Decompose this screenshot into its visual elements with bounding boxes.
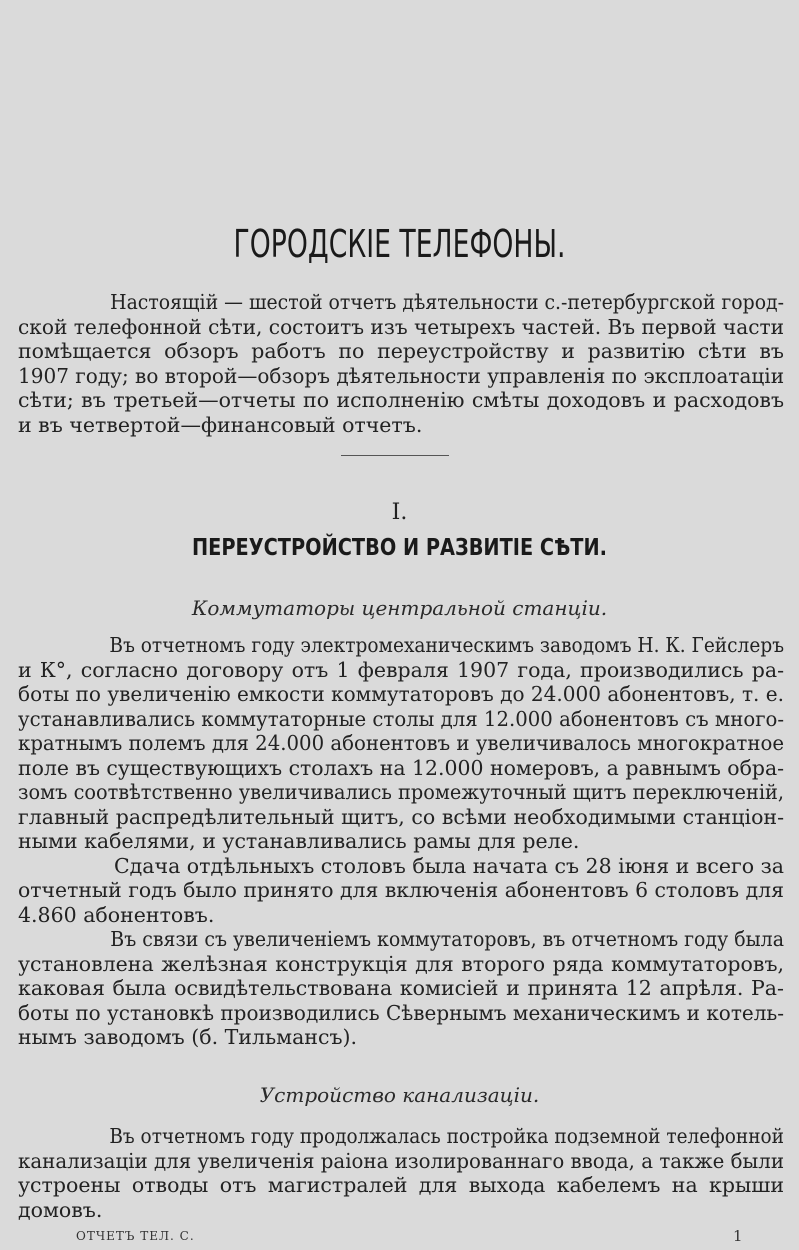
text-line: канализаціи для увеличенія раіона изолированнаго ввода, а также были bbox=[18, 1148, 785, 1173]
text-line: Въ отчетномъ году электромеханическимъ заводомъ Н. К. Гейслеръ bbox=[109, 633, 784, 657]
page-number: 1 bbox=[733, 1227, 743, 1245]
text-line: Въ связи съ увеличеніемъ коммутаторовъ, въ отчетномъ году была bbox=[110, 927, 784, 951]
text-line: Настоящій — шестой отчетъ дѣятельности с.-петербургской город- bbox=[110, 290, 785, 314]
text-line: отчетный годъ было принято для включенія абонентовъ 6 столовъ для bbox=[18, 878, 784, 902]
text-line: ными кабелями, и устанавливались рамы для реле. bbox=[18, 829, 580, 853]
section-title: ПЕРЕУСТРОЙСТВО И РАЗВИТІЕ СѢТИ. bbox=[192, 535, 607, 561]
text-line: устанавливались коммутаторные столы для 12.000 абонентовъ съ много- bbox=[18, 706, 785, 731]
intro-paragraph bbox=[18, 290, 784, 437]
text-line: зомъ соотвѣтственно увеличивались промежуточный щитъ переключеній, bbox=[18, 780, 784, 804]
subsection-title: Устройство канализаціи. bbox=[259, 1083, 540, 1107]
text-line: нымъ заводомъ (б. Тильмансъ). bbox=[18, 1025, 358, 1049]
text-line: каковая была освидѣтельствована комисіей и принята 12 апрѣля. Ра- bbox=[18, 976, 784, 1000]
text-line: поле въ существующихъ столахъ на 12.000 номеровъ, а равнымъ обра- bbox=[18, 755, 785, 780]
text-line: Сдача отдѣльныхъ столовъ была начата съ 28 іюня и всего за bbox=[113, 853, 784, 878]
section-number: I. bbox=[391, 500, 408, 525]
text-line: главный распредѣлительный щитъ, со всѣми необходимыми станціон- bbox=[18, 804, 784, 829]
body-paragraph bbox=[18, 1124, 784, 1222]
text-line: ской телефонной сѣти, состоитъ изъ четырехъ частей. Въ первой части bbox=[18, 314, 785, 339]
text-line: 1907 году; во второй—обзоръ дѣятельности управленія по эксплоатаціи bbox=[18, 363, 785, 388]
text-line: устроены отводы отъ магистралей для выхода кабелемъ на крыши bbox=[18, 1173, 785, 1197]
footer-signature: ОТЧЕТЪ ТЕЛ. С. bbox=[76, 1229, 195, 1243]
text-line: боты по увеличенію емкости коммутаторовъ до 24.000 абонентовъ, т. е. bbox=[18, 682, 785, 706]
section-divider bbox=[341, 455, 449, 456]
text-line: Въ отчетномъ году продолжалась постройка подземной телефонной bbox=[109, 1124, 785, 1148]
text-line: сѣти; въ третьей—отчеты по исполненію смѣты доходовъ и расходовъ bbox=[18, 388, 785, 412]
text-line: помѣщается обзоръ работъ по переустройству и развитію сѣти въ bbox=[18, 339, 784, 363]
text-line: и К°, согласно договору отъ 1 февраля 1907 года, производились ра- bbox=[18, 657, 785, 682]
text-line: установлена желѣзная конструкція для второго ряда коммутаторовъ, bbox=[18, 951, 785, 976]
subsection-title: Коммутаторы центральной станціи. bbox=[191, 596, 608, 620]
text-line: 4.860 абонентовъ. bbox=[18, 902, 215, 927]
text-line: и въ четвертой—финансовый отчетъ. bbox=[18, 412, 423, 437]
text-line: кратнымъ полемъ для 24.000 абонентовъ и увеличивалось многократное bbox=[18, 731, 785, 755]
text-line: боты по установкѣ производились Сѣвернымъ механическимъ и котель- bbox=[18, 1000, 785, 1025]
body-paragraph bbox=[18, 633, 784, 1050]
text-line: домовъ. bbox=[18, 1197, 103, 1222]
page-title: ГОРОДСКІЕ ТЕЛЕФОНЫ. bbox=[233, 222, 566, 266]
